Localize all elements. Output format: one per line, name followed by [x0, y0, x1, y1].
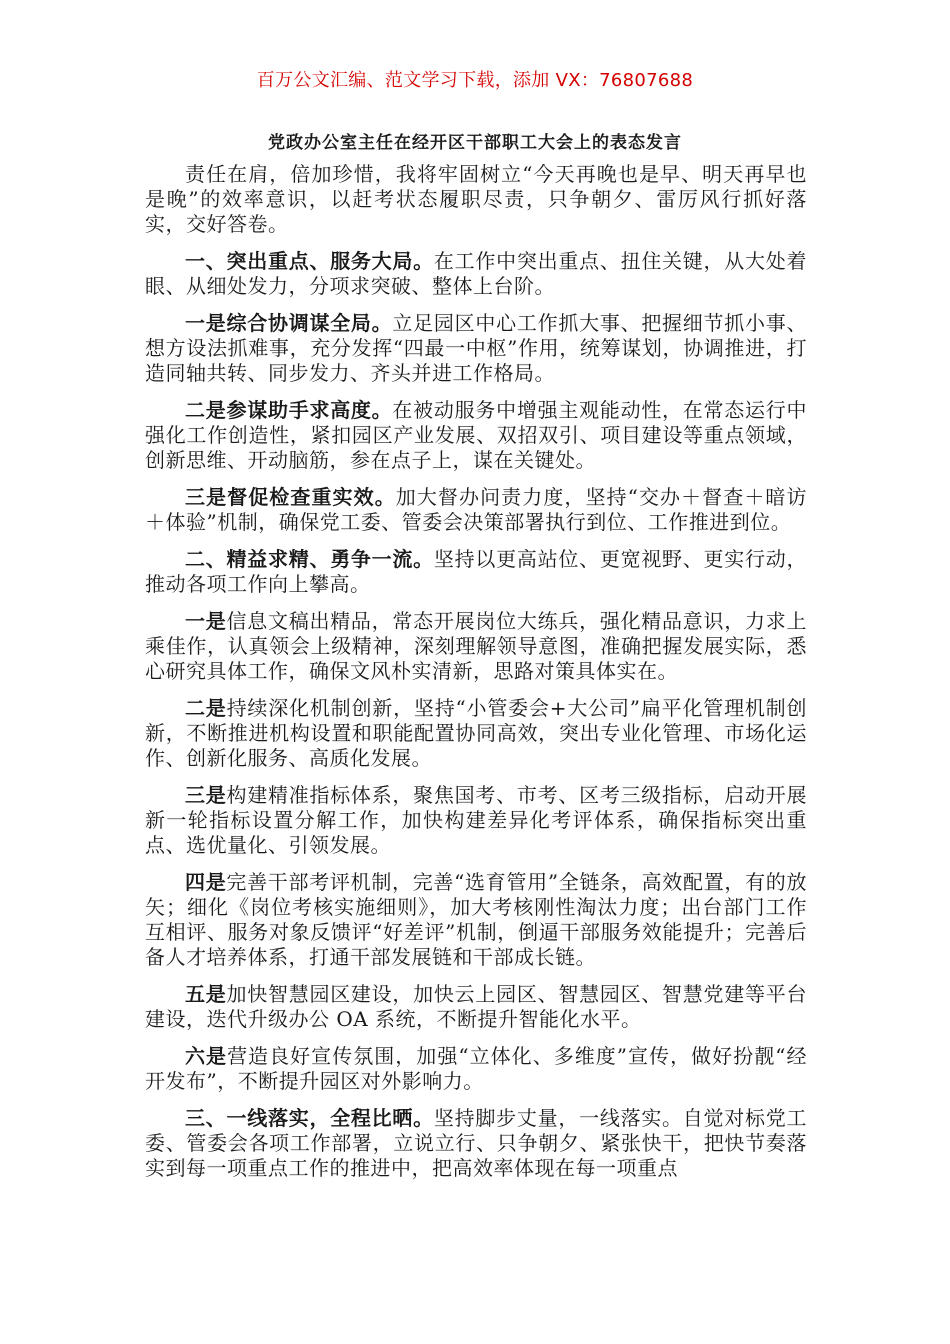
paragraph-item: [145, 609, 807, 684]
document-body: [145, 162, 807, 1193]
paragraph-text: 责任在肩，倍加珍惜，我将牢固树立“今天再晚也是早、明天再早也是晚”的效率意识，以赶考状态履职尽责，只争朝夕、雷厉风行抓好落实，交好答卷。: [145, 162, 807, 236]
paragraph-lead: 二是参谋助手求高度。: [185, 398, 393, 422]
paragraph-item: [145, 696, 807, 771]
section-heading-2: [145, 547, 807, 597]
paragraph-lead: 一是综合协调谋全局。: [185, 311, 393, 335]
paragraph-item: [145, 311, 807, 386]
paragraph-lead: 一是: [185, 609, 227, 633]
paragraph-lead: 二是: [185, 696, 227, 720]
paragraph-text: 完善干部考评机制，完善“选育管用”全链条，高效配置，有的放矢；细化《岗位考核实施细则》，加大考核刚性淘汰力度；出台部门工作互相评、服务对象反馈评“好差评”机制，倒逼干部服务效能提升；完善后备人才培养体系，打通干部发展链和干部成长链。: [145, 870, 807, 969]
paragraph-lead: 三是: [185, 783, 227, 807]
paragraph-item: [145, 982, 807, 1032]
paragraph-text: 构建精准指标体系，聚焦国考、市考、区考三级指标，启动开展新一轮指标设置分解工作，加快构建差异化考评体系，确保指标突出重点、选优量化、引领发展。: [145, 783, 808, 857]
paragraph-text: 信息文稿出精品，常态开展岗位大练兵，强化精品意识，力求上乘佳作，认真领会上级精神，深刻理解领导意图，准确把握发展实际，悉心研究具体工作，确保文风朴实清新，思路对策具体实在。: [145, 609, 808, 683]
paragraph-lead: 四是: [185, 870, 227, 894]
paragraph-text: 加快智慧园区建设，加快云上园区、智慧园区、智慧党建等平台建设，迭代升级办公 OA 系统，不断提升智能化水平。: [145, 982, 808, 1031]
paragraph-lead: 六是: [185, 1044, 228, 1068]
paragraph-item: [145, 1044, 807, 1094]
paragraph-text: 坚持脚步丈量，一线落实。自觉对标党工委、管委会各项工作部署，立说立行、只争朝夕、紧张快干，把快节奏落实到每一项重点工作的推进中，把高效率体现在每一项重点: [145, 1106, 808, 1180]
paragraph-text: 立足园区中心工作抓大事、把握细节抓小事、想方设法抓难事，充分发挥“四最一中枢”作用，统筹谋划，协调推进，打造同轴共转、同步发力、齐头并进工作格局。: [145, 311, 808, 385]
header-banner: 百万公文汇编、范文学习下载，添加 VX：76807688: [256, 70, 694, 91]
section-heading-3: [145, 1106, 807, 1181]
paragraph-item: [145, 485, 807, 535]
document-title: 党政办公室主任在经开区干部职工大会上的表态发言: [268, 133, 682, 153]
paragraph-item: [145, 398, 807, 473]
paragraph-lead: 五是: [185, 982, 227, 1006]
paragraph-lead: 三是督促检查重实效。: [185, 485, 396, 509]
paragraph-lead: 二、精益求精、勇争一流。: [185, 547, 434, 571]
paragraph-lead: 三、一线落实，全程比晒。: [185, 1106, 434, 1130]
paragraph-text: 在被动服务中增强主观能动性，在常态运行中强化工作创造性，紧扣园区产业发展、双招双引、项目建设等重点领域，创新思维、开动脑筋，参在点子上，谋在关键处。: [145, 398, 808, 472]
paragraph-text: 在工作中突出重点、扭住关键，从大处着眼、从细处发力，分项求突破、整体上台阶。: [145, 249, 808, 298]
paragraph-item: [145, 870, 807, 970]
paragraph-text: 坚持以更高站位、更宽视野、更实行动，推动各项工作向上攀高。: [145, 547, 808, 596]
paragraph-text: 营造良好宣传氛围，加强“立体化、多维度”宣传，做好扮靓“经开发布”，不断提升园区对外影响力。: [145, 1044, 807, 1093]
paragraph-text: 加大督办问责力度，坚持“交办＋督查＋暗访＋体验”机制，确保党工委、管委会决策部署执行到位、工作推进到位。: [145, 485, 807, 534]
section-heading-1: [145, 249, 807, 299]
paragraph-lead: 一、突出重点、服务大局。: [185, 249, 434, 273]
paragraph-text: 持续深化机制创新，坚持“小管委会+大公司”扁平化管理机制创新，不断推进机构设置和职能配置协同高效，突出专业化管理、市场化运作、创新化服务、高质化发展。: [145, 696, 807, 770]
paragraph-intro: [145, 162, 807, 237]
paragraph-item: [145, 783, 807, 858]
